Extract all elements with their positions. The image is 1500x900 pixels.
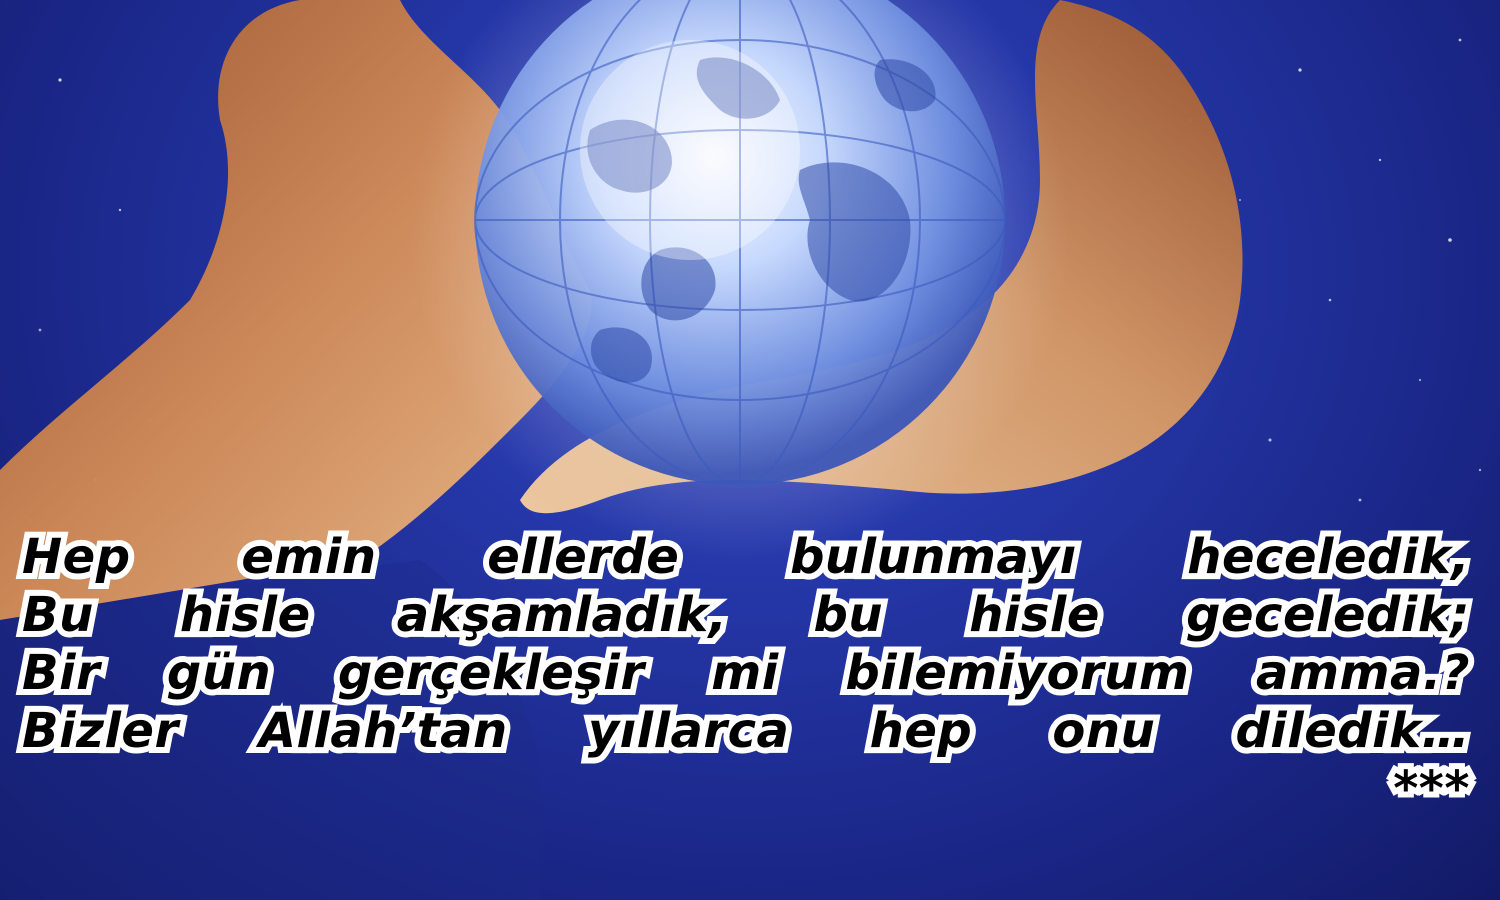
word: heceledik, [1187,529,1470,585]
word: hep [869,703,973,759]
word: Bizler [22,703,179,759]
word: yıllarca [587,703,790,759]
word: akşamladık, [396,587,728,643]
word: Hep [22,529,131,585]
word: diledik… [1235,703,1470,759]
poem-line-4 [22,702,1470,760]
word: Allah’tan [258,703,508,759]
word: gerçekleşir [337,645,645,701]
word: bulunmayı [790,529,1077,585]
word: ellerde [487,529,680,585]
word: emin [241,529,377,585]
poem-text [22,528,1470,818]
word: mi [711,645,779,701]
word: Bu [22,587,94,643]
poem-ending-stars: *** [1393,761,1470,817]
word: bu [813,587,884,643]
word: hisle [969,587,1100,643]
word: bilemiyorum [845,645,1190,701]
word: amma.? [1256,645,1470,701]
word: geceledik; [1186,587,1470,643]
word: gün [166,645,272,701]
word: hisle [179,587,311,643]
poem-line-1 [22,528,1470,586]
poem-line-3 [22,644,1470,702]
poem-line-2 [22,586,1470,644]
word: Bir [22,645,101,701]
word: onu [1052,703,1156,759]
